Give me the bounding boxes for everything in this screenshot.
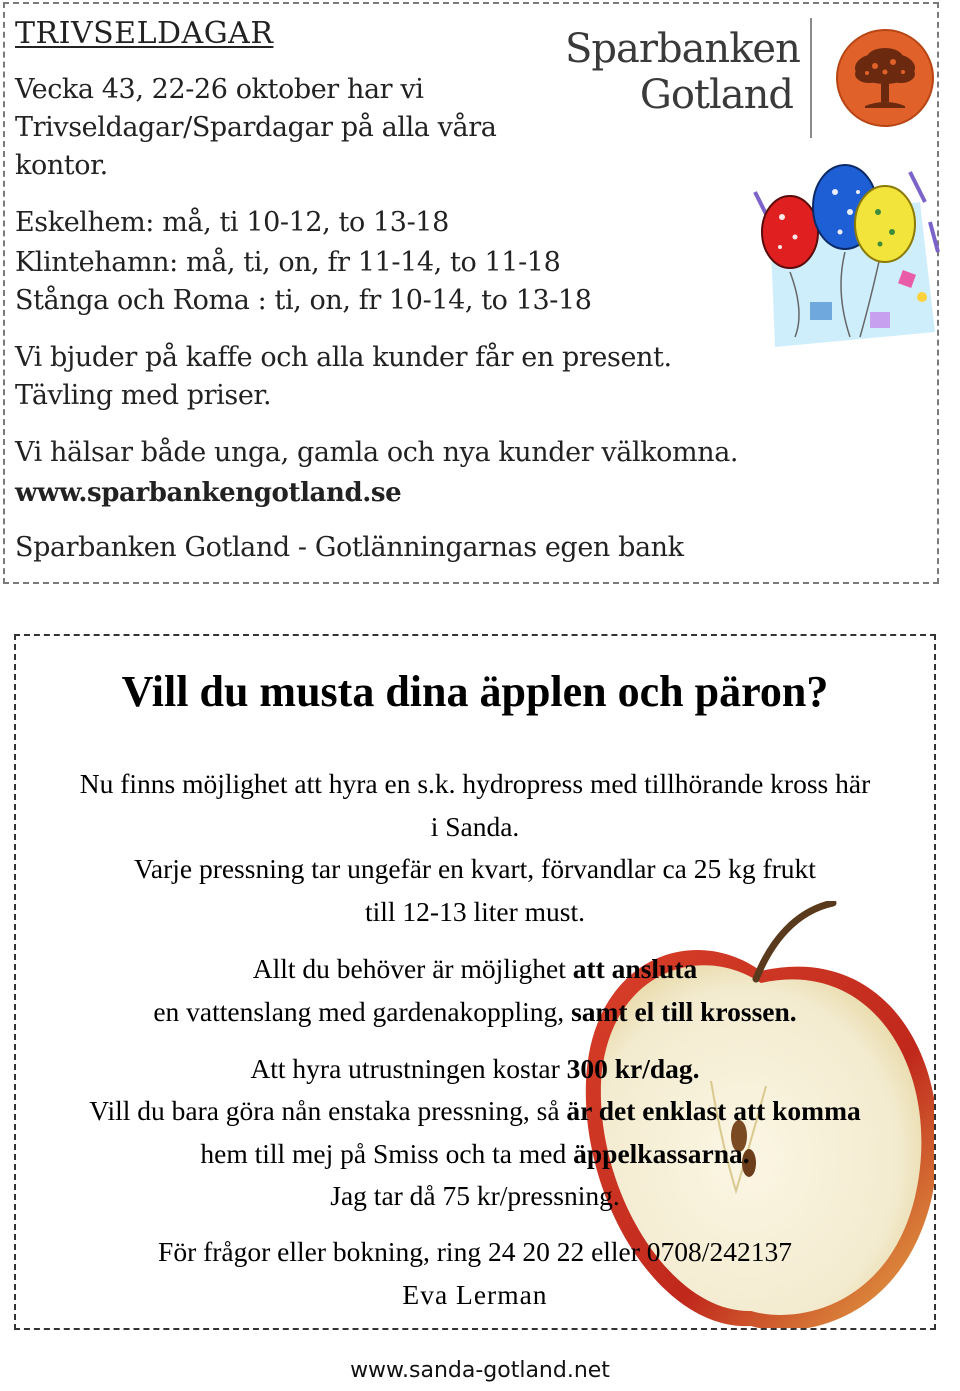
- text-span: Allt du behöver är möjlighet: [252, 953, 573, 984]
- text-span: en vattenslang med gardenakoppling,: [153, 996, 572, 1027]
- logo-divider: [810, 18, 812, 138]
- flyer-signature: Eva Lerman: [402, 1279, 548, 1310]
- flyer-text-line: [16, 1138, 934, 1170]
- flyer-text-line: Nu finns möjlighet att hyra en s.k. hydropress med tillhörande kross här: [79, 768, 871, 799]
- footer-url[interactable]: www.sanda-gotland.net: [350, 1358, 610, 1383]
- ad-title: TRIVSELDAGAR: [15, 16, 274, 51]
- ad-website[interactable]: www.sparbankengotland.se: [15, 478, 402, 508]
- bold-text: samt el till krossen.: [571, 996, 797, 1027]
- flyer-text-line: Varje pressning tar ungefär en kvart, förvandlar ca 25 kg frukt: [134, 853, 816, 884]
- bank-advertisement: [3, 2, 939, 584]
- flyer-text-line: [16, 996, 934, 1028]
- flyer-text-line: i Sanda.: [430, 811, 520, 842]
- bold-text: äppelkassarna.: [573, 1138, 750, 1169]
- ad-line: Eskelhem: må, ti 10-12, to 13-18: [15, 207, 449, 238]
- logo-line-2: Gotland: [639, 72, 793, 118]
- bank-logo-text: [565, 26, 800, 118]
- flyer-text-line: [16, 953, 934, 985]
- ad-line: Vi bjuder på kaffe och alla kunder får en present.: [15, 342, 672, 373]
- balloons-icon: [750, 162, 940, 362]
- ad-line: Trivseldagar/Spardagar på alla våra: [15, 112, 497, 143]
- ad-line: Vecka 43, 22-26 oktober har vi: [15, 74, 424, 105]
- ad-line: Vi hälsar både unga, gamla och nya kunder välkomna.: [15, 437, 739, 468]
- flyer-text-line: [16, 1095, 934, 1127]
- cider-press-flyer: [14, 634, 936, 1330]
- ad-line: Tävling med priser.: [15, 380, 272, 411]
- tree-emblem-icon: [835, 28, 935, 128]
- ad-line: Klintehamn: må, ti, on, fr 11-14, to 11-18: [15, 247, 561, 278]
- flyer-heading: Vill du musta dina äpplen och päron?: [121, 667, 829, 716]
- text-span: hem till mej på Smiss och ta med: [200, 1138, 574, 1169]
- flyer-price-line: [16, 1053, 934, 1085]
- flyer-text-line: till 12-13 liter must.: [365, 896, 585, 927]
- bold-text: att ansluta: [572, 953, 698, 984]
- flyer-text-line: Jag tar då 75 kr/pressning.: [330, 1180, 620, 1211]
- ad-line: Stånga och Roma : ti, on, fr 10-14, to 13-18: [15, 285, 592, 316]
- ad-line: kontor.: [15, 150, 108, 181]
- text-span: Att hyra utrustningen kostar: [250, 1053, 567, 1084]
- price: 300 kr/dag.: [566, 1053, 700, 1084]
- bold-text: är det enklast att komma: [566, 1095, 861, 1126]
- flyer-contact: För frågor eller bokning, ring 24 20 22 eller 0708/242137: [158, 1236, 792, 1267]
- ad-slogan: Sparbanken Gotland - Gotlänningarnas egen bank: [15, 532, 684, 563]
- text-span: Vill du bara göra nån enstaka pressning, så: [89, 1095, 567, 1126]
- logo-line-1: Sparbanken: [565, 26, 800, 72]
